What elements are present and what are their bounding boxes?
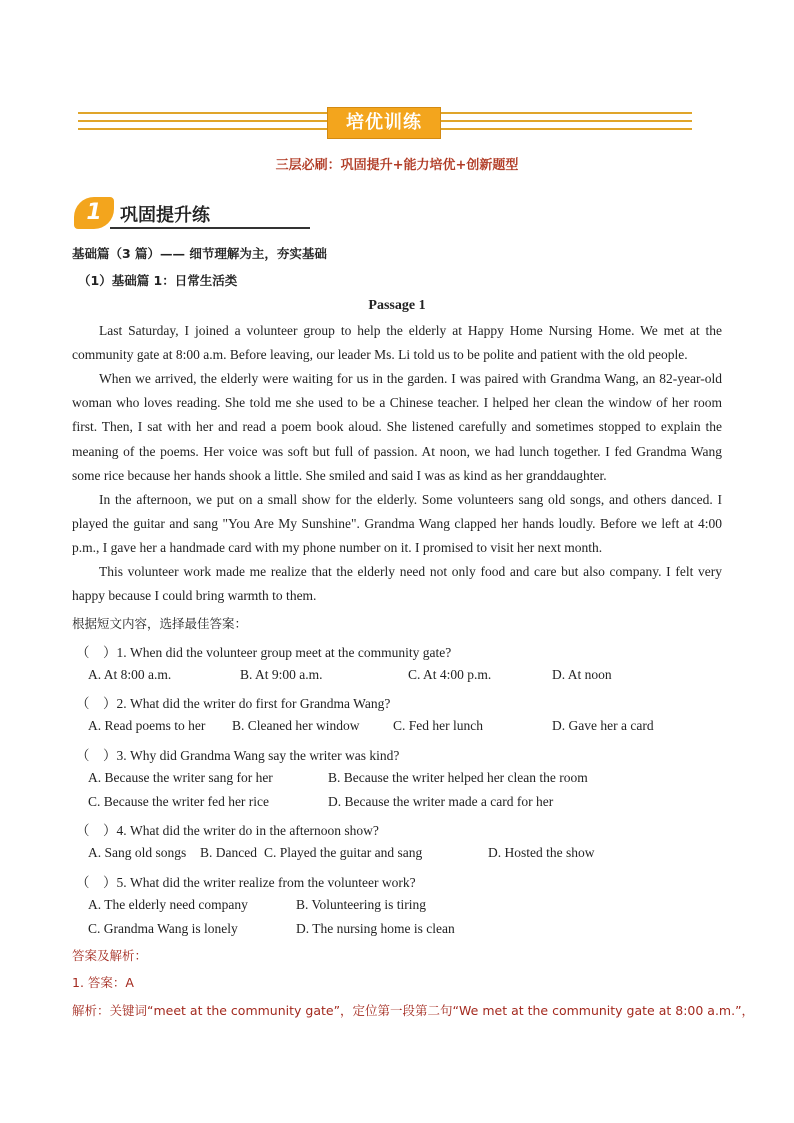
passage-paragraph: This volunteer work made me realize that the elderly need not only food and care but also company. I felt very happy because I could bring warmth to them. — [72, 564, 722, 604]
option[interactable]: B. Cleaned her window — [232, 718, 360, 733]
basic-header: 基础篇（3 篇）—— 细节理解为主，夯实基础 — [72, 246, 327, 261]
subheading: 三层必刷：巩固提升+能力培优+创新题型 — [275, 158, 519, 173]
option[interactable]: D. At noon — [552, 667, 612, 682]
question-stem: （ ）5. What did the writer realize from the volunteer work? — [76, 875, 416, 890]
option[interactable]: A. The elderly need company — [88, 897, 248, 912]
answers-header: 答案及解析： — [72, 948, 148, 963]
option[interactable]: D. The nursing home is clean — [296, 921, 455, 936]
passage-paragraph: In the afternoon, we put on a small show for the elderly. Some volunteers sang old songs, and others danced. I played the guitar and sang "You Are My Sunshine". Grandma Wang clapped her hands loudly. Before we left at 4:00 p.m., I gave her a handmade card with my phone number on it. I promised to visit her next month. — [72, 492, 722, 556]
instruction: 根据短文内容，选择最佳答案： — [72, 616, 248, 631]
question-stem: （ ）3. Why did Grandma Wang say the writer was kind? — [76, 748, 400, 763]
section-heading — [74, 197, 238, 231]
option[interactable]: C. Grandma Wang is lonely — [88, 921, 238, 936]
basic-subheader: （1）基础篇 1：日常生活类 — [78, 273, 238, 288]
option[interactable]: A. Read poems to her — [88, 718, 206, 733]
section-title: 巩固提升练 — [120, 205, 210, 226]
option[interactable]: A. At 8:00 a.m. — [88, 667, 172, 682]
question-stem: （ ）2. What did the writer do first for Grandma Wang? — [76, 696, 391, 711]
option[interactable]: C. Fed her lunch — [393, 718, 483, 733]
passage-title: Passage 1 — [368, 298, 426, 313]
answer-1: 1. 答案：A — [72, 975, 134, 990]
section-number-badge: 1 — [74, 197, 114, 229]
answer-1-explanation: 解析：关键词“meet at the community gate”，定位第一段第二句“We met at the community gate at 8:00 a.m.”， — [72, 1003, 755, 1018]
option[interactable]: B. Volunteering is tiring — [296, 897, 427, 912]
option[interactable]: D. Gave her a card — [552, 718, 654, 733]
option[interactable]: A. Because the writer sang for her — [88, 770, 273, 785]
option[interactable]: B. Because the writer helped her clean the room — [328, 770, 588, 785]
option[interactable]: D. Hosted the show — [488, 845, 595, 860]
option[interactable]: C. At 4:00 p.m. — [408, 667, 492, 682]
option[interactable]: D. Because the writer made a card for her — [328, 794, 554, 809]
question-stem: （ ）1. When did the volunteer group meet at the community gate? — [76, 645, 452, 660]
banner-title: 培优训练 — [327, 107, 441, 139]
option[interactable]: A. Sang old songs — [88, 845, 187, 860]
option[interactable]: C. Played the guitar and sang — [264, 845, 423, 860]
passage-paragraph: Last Saturday, I joined a volunteer group to help the elderly at Happy Home Nursing Home. We met at the community gate at 8:00 a.m. Before leaving, our leader Ms. Li told us to be polite and patient with the old people. — [72, 323, 722, 363]
option[interactable]: B. At 9:00 a.m. — [240, 667, 323, 682]
option[interactable]: B. Danced — [200, 845, 257, 860]
option[interactable]: C. Because the writer fed her rice — [88, 794, 270, 809]
section-underline — [110, 227, 310, 229]
banner — [78, 108, 692, 134]
question-stem: （ ）4. What did the writer do in the afternoon show? — [76, 823, 379, 838]
passage-paragraph: When we arrived, the elderly were waiting for us in the garden. I was paired with Grandma Wang, an 82-year-old woman who loves reading. She told me she used to be a Chinese teacher. I helped her clean the window of her room first. Then, I sat with her and read a poem book aloud. She listened carefully and sometimes stopped to explain the meaning of the poems. Her voice was soft but full of passion. At noon, we had lunch together. I fed Grandma Wang some rice because her hands shook a little. She smiled and said I was as kind as her granddaughter. — [72, 371, 722, 483]
